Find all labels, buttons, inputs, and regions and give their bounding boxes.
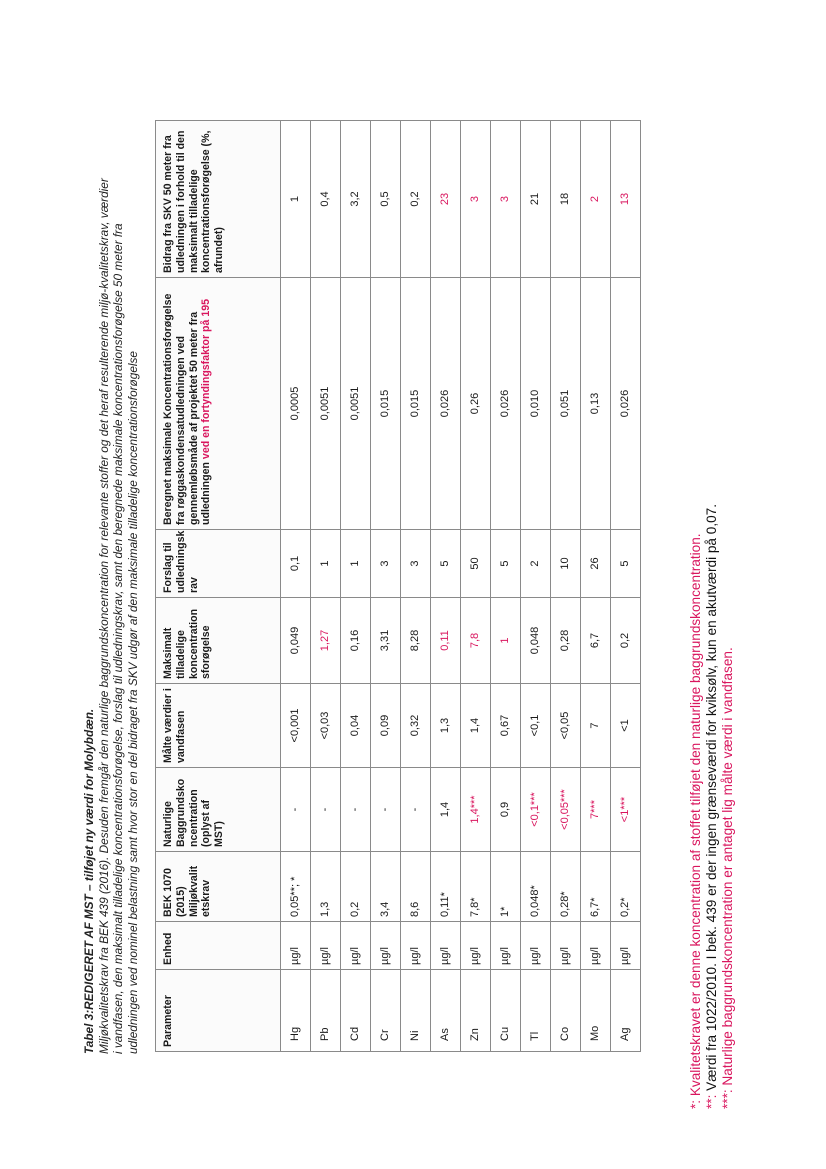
header-enhed: Enhed — [156, 922, 281, 970]
cell-max-allowed: 0,16 — [341, 598, 371, 684]
cell-measured: 1,3 — [431, 684, 461, 768]
cell-computed: 0,13 — [581, 278, 611, 530]
cell-contribution: 3,2 — [341, 121, 371, 278]
caption-line-2: i vandfasen, den maksimalt tilladelige koncentrationsforøgelse, forslag til udledningskrav, samt den beregnede maksimale koncentrationsforøgelse 50 meter fra — [111, 223, 126, 1054]
table-row — [611, 121, 641, 1052]
cell-parameter: Zn — [461, 970, 491, 1052]
cell-bek: 1* — [491, 852, 521, 922]
cell-computed: 0,0005 — [281, 278, 311, 530]
cell-bek: 0,2* — [611, 852, 641, 922]
cell-unit: µg/l — [401, 922, 431, 970]
cell-parameter: Cu — [491, 970, 521, 1052]
cell-measured: <0,05 — [551, 684, 581, 768]
cell-computed: 0,015 — [401, 278, 431, 530]
cell-proposal: 5 — [431, 530, 461, 598]
header-max-allowed: Maksimalt tilladelige koncentration sforøgelse — [156, 598, 281, 684]
cell-contribution: 23 — [431, 121, 461, 278]
cell-unit: µg/l — [341, 922, 371, 970]
cell-computed: 0,010 — [521, 278, 551, 530]
header-contribution: Bidrag fra SKV 50 meter fra udledningen i forhold til den maksimalt tilladelige koncentrationsforøgelse (%, afrundet) — [156, 121, 281, 278]
metals-table — [155, 120, 641, 1052]
table-row — [401, 121, 431, 1052]
footnote-1 — [688, 533, 704, 1109]
cell-parameter: Ag — [611, 970, 641, 1052]
cell-natural: 0,9 — [491, 768, 521, 852]
cell-bek: 8,6 — [401, 852, 431, 922]
cell-measured: <0,001 — [281, 684, 311, 768]
table-row — [341, 121, 371, 1052]
cell-max-allowed: 0,2 — [611, 598, 641, 684]
cell-measured: <1 — [611, 684, 641, 768]
cell-proposal: 10 — [551, 530, 581, 598]
cell-natural: - — [371, 768, 401, 852]
cell-natural: <0,1*** — [521, 768, 551, 852]
header-natural: Naturlige Baggrundsko ncentration (oplyst af MST) — [156, 768, 281, 852]
table-row — [551, 121, 581, 1052]
cell-computed: 0,026 — [431, 278, 461, 530]
cell-max-allowed: 1 — [491, 598, 521, 684]
cell-unit: µg/l — [611, 922, 641, 970]
cell-contribution: 0,4 — [311, 121, 341, 278]
cell-bek: 1,3 — [311, 852, 341, 922]
cell-computed: 0,026 — [611, 278, 641, 530]
cell-measured: 0,09 — [371, 684, 401, 768]
footnote-3-symbol: ***: — [720, 1089, 735, 1109]
cell-unit: µg/l — [431, 922, 461, 970]
footnote-1-text: Kvalitetskravet er denne koncentration af stoffet tilføjet den naturlige baggrundskoncentration. — [688, 533, 703, 1097]
cell-natural: 1,4*** — [461, 768, 491, 852]
caption-line-3: udledningen ved nominel belastning samt hvor stor en del bidraget fra SKV udgør af den maksimale tilladelige koncentrationsforøgelse — [125, 351, 140, 1054]
cell-bek: 6,7* — [581, 852, 611, 922]
cell-contribution: 21 — [521, 121, 551, 278]
table-row — [281, 121, 311, 1052]
cell-bek: 7,8* — [461, 852, 491, 922]
cell-proposal: 3 — [371, 530, 401, 598]
cell-contribution: 3 — [461, 121, 491, 278]
cell-natural: - — [341, 768, 371, 852]
cell-natural: <0,05*** — [551, 768, 581, 852]
cell-natural: 1,4 — [431, 768, 461, 852]
cell-measured: 1,4 — [461, 684, 491, 768]
cell-max-allowed: 3,31 — [371, 598, 401, 684]
cell-bek: 0,2 — [341, 852, 371, 922]
cell-proposal: 1 — [311, 530, 341, 598]
cell-proposal: 1 — [341, 530, 371, 598]
cell-bek: 0,28* — [551, 852, 581, 922]
cell-unit: µg/l — [521, 922, 551, 970]
cell-natural: - — [401, 768, 431, 852]
cell-computed: 0,051 — [551, 278, 581, 530]
cell-unit: µg/l — [311, 922, 341, 970]
cell-contribution: 13 — [611, 121, 641, 278]
header-computed-text: Beregnet maksimale Koncentrationsforøgelse fra røggaskondensatudledningen ved gennemløbsmåde af projektet 50 meter fra udledningen — [162, 293, 213, 525]
cell-parameter: Co — [551, 970, 581, 1052]
cell-computed: 0,026 — [491, 278, 521, 530]
table-row — [521, 121, 551, 1052]
cell-contribution: 0,2 — [401, 121, 431, 278]
cell-contribution: 3 — [491, 121, 521, 278]
cell-parameter: As — [431, 970, 461, 1052]
footnote-2 — [704, 504, 720, 1109]
cell-unit: µg/l — [281, 922, 311, 970]
cell-parameter: Cd — [341, 970, 371, 1052]
cell-unit: µg/l — [551, 922, 581, 970]
cell-unit: µg/l — [461, 922, 491, 970]
header-measured: Målte værdier i vandfasen — [156, 684, 281, 768]
cell-computed: 0,0051 — [311, 278, 341, 530]
footnote-1-symbol: *: — [688, 1099, 703, 1109]
cell-proposal: 5 — [611, 530, 641, 598]
header-proposal: Forslag til udledningsk rav — [156, 530, 281, 598]
cell-max-allowed: 8,28 — [401, 598, 431, 684]
table-row — [581, 121, 611, 1052]
table-row — [371, 121, 401, 1052]
cell-computed: 0,26 — [461, 278, 491, 530]
cell-parameter: Tl — [521, 970, 551, 1052]
cell-parameter: Mo — [581, 970, 611, 1052]
table-caption — [82, 124, 140, 1054]
cell-max-allowed: 7,8 — [461, 598, 491, 684]
cell-contribution: 2 — [581, 121, 611, 278]
cell-unit: µg/l — [371, 922, 401, 970]
cell-natural: - — [311, 768, 341, 852]
table-header-row — [156, 121, 281, 1052]
header-parameter: Parameter — [156, 970, 281, 1052]
cell-computed: 0,0051 — [341, 278, 371, 530]
cell-max-allowed: 1,27 — [311, 598, 341, 684]
footnote-2-symbol: **: — [704, 1094, 719, 1109]
table-row — [311, 121, 341, 1052]
cell-parameter: Pb — [311, 970, 341, 1052]
table-row — [491, 121, 521, 1052]
cell-contribution: 18 — [551, 121, 581, 278]
cell-parameter: Ni — [401, 970, 431, 1052]
cell-proposal: 2 — [521, 530, 551, 598]
cell-measured: <0,03 — [311, 684, 341, 768]
cell-max-allowed: 0,048 — [521, 598, 551, 684]
cell-proposal: 50 — [461, 530, 491, 598]
header-bek: BEK 1070 (2015) Miljøkvalit etskrav — [156, 852, 281, 922]
caption-title: Tabel 3:REDIGERET AF MST – tilføjet ny værdi for Molybdæn. — [82, 708, 96, 1054]
cell-proposal: 3 — [401, 530, 431, 598]
footnote-3 — [720, 647, 736, 1109]
cell-measured: 0,04 — [341, 684, 371, 768]
header-computed — [156, 278, 281, 530]
cell-contribution: 1 — [281, 121, 311, 278]
cell-natural: <1*** — [611, 768, 641, 852]
cell-measured: <0,1 — [521, 684, 551, 768]
cell-max-allowed: 0,28 — [551, 598, 581, 684]
cell-max-allowed: 0,049 — [281, 598, 311, 684]
caption-line-1: Miljøkvalitetskrav fra BEK 439 (2016). Desuden fremgår den naturlige baggrundskoncentration for relevante stoffer og det heraf resulterende miljø-kvalitetskrav, værdier — [96, 178, 111, 1054]
table-row — [431, 121, 461, 1052]
cell-proposal: 26 — [581, 530, 611, 598]
header-computed-added: ved en fortyndingsfaktor på 195 — [200, 298, 213, 460]
cell-bek: 0,05**; * — [281, 852, 311, 922]
cell-bek: 3,4 — [371, 852, 401, 922]
cell-bek: 0,11* — [431, 852, 461, 922]
cell-natural: 7*** — [581, 768, 611, 852]
cell-measured: 7 — [581, 684, 611, 768]
table-row — [461, 121, 491, 1052]
cell-measured: 0,32 — [401, 684, 431, 768]
cell-unit: µg/l — [491, 922, 521, 970]
footnote-2-text: Værdi fra 1022/2010. I bek. 439 er der ingen grænseværdi for kviksølv, kun en akutværdi på 0,07. — [704, 504, 719, 1091]
cell-contribution: 0,5 — [371, 121, 401, 278]
cell-proposal: 5 — [491, 530, 521, 598]
cell-computed: 0,015 — [371, 278, 401, 530]
footnote-3-text: Naturlige baggrundskoncentration er antaget lig målte værdi i vandfasen. — [720, 647, 735, 1086]
cell-parameter: Hg — [281, 970, 311, 1052]
cell-bek: 0,048* — [521, 852, 551, 922]
cell-max-allowed: 6,7 — [581, 598, 611, 684]
cell-natural: - — [281, 768, 311, 852]
cell-max-allowed: 0,11 — [431, 598, 461, 684]
cell-parameter: Cr — [371, 970, 401, 1052]
cell-proposal: 0,1 — [281, 530, 311, 598]
cell-measured: 0,67 — [491, 684, 521, 768]
cell-unit: µg/l — [581, 922, 611, 970]
